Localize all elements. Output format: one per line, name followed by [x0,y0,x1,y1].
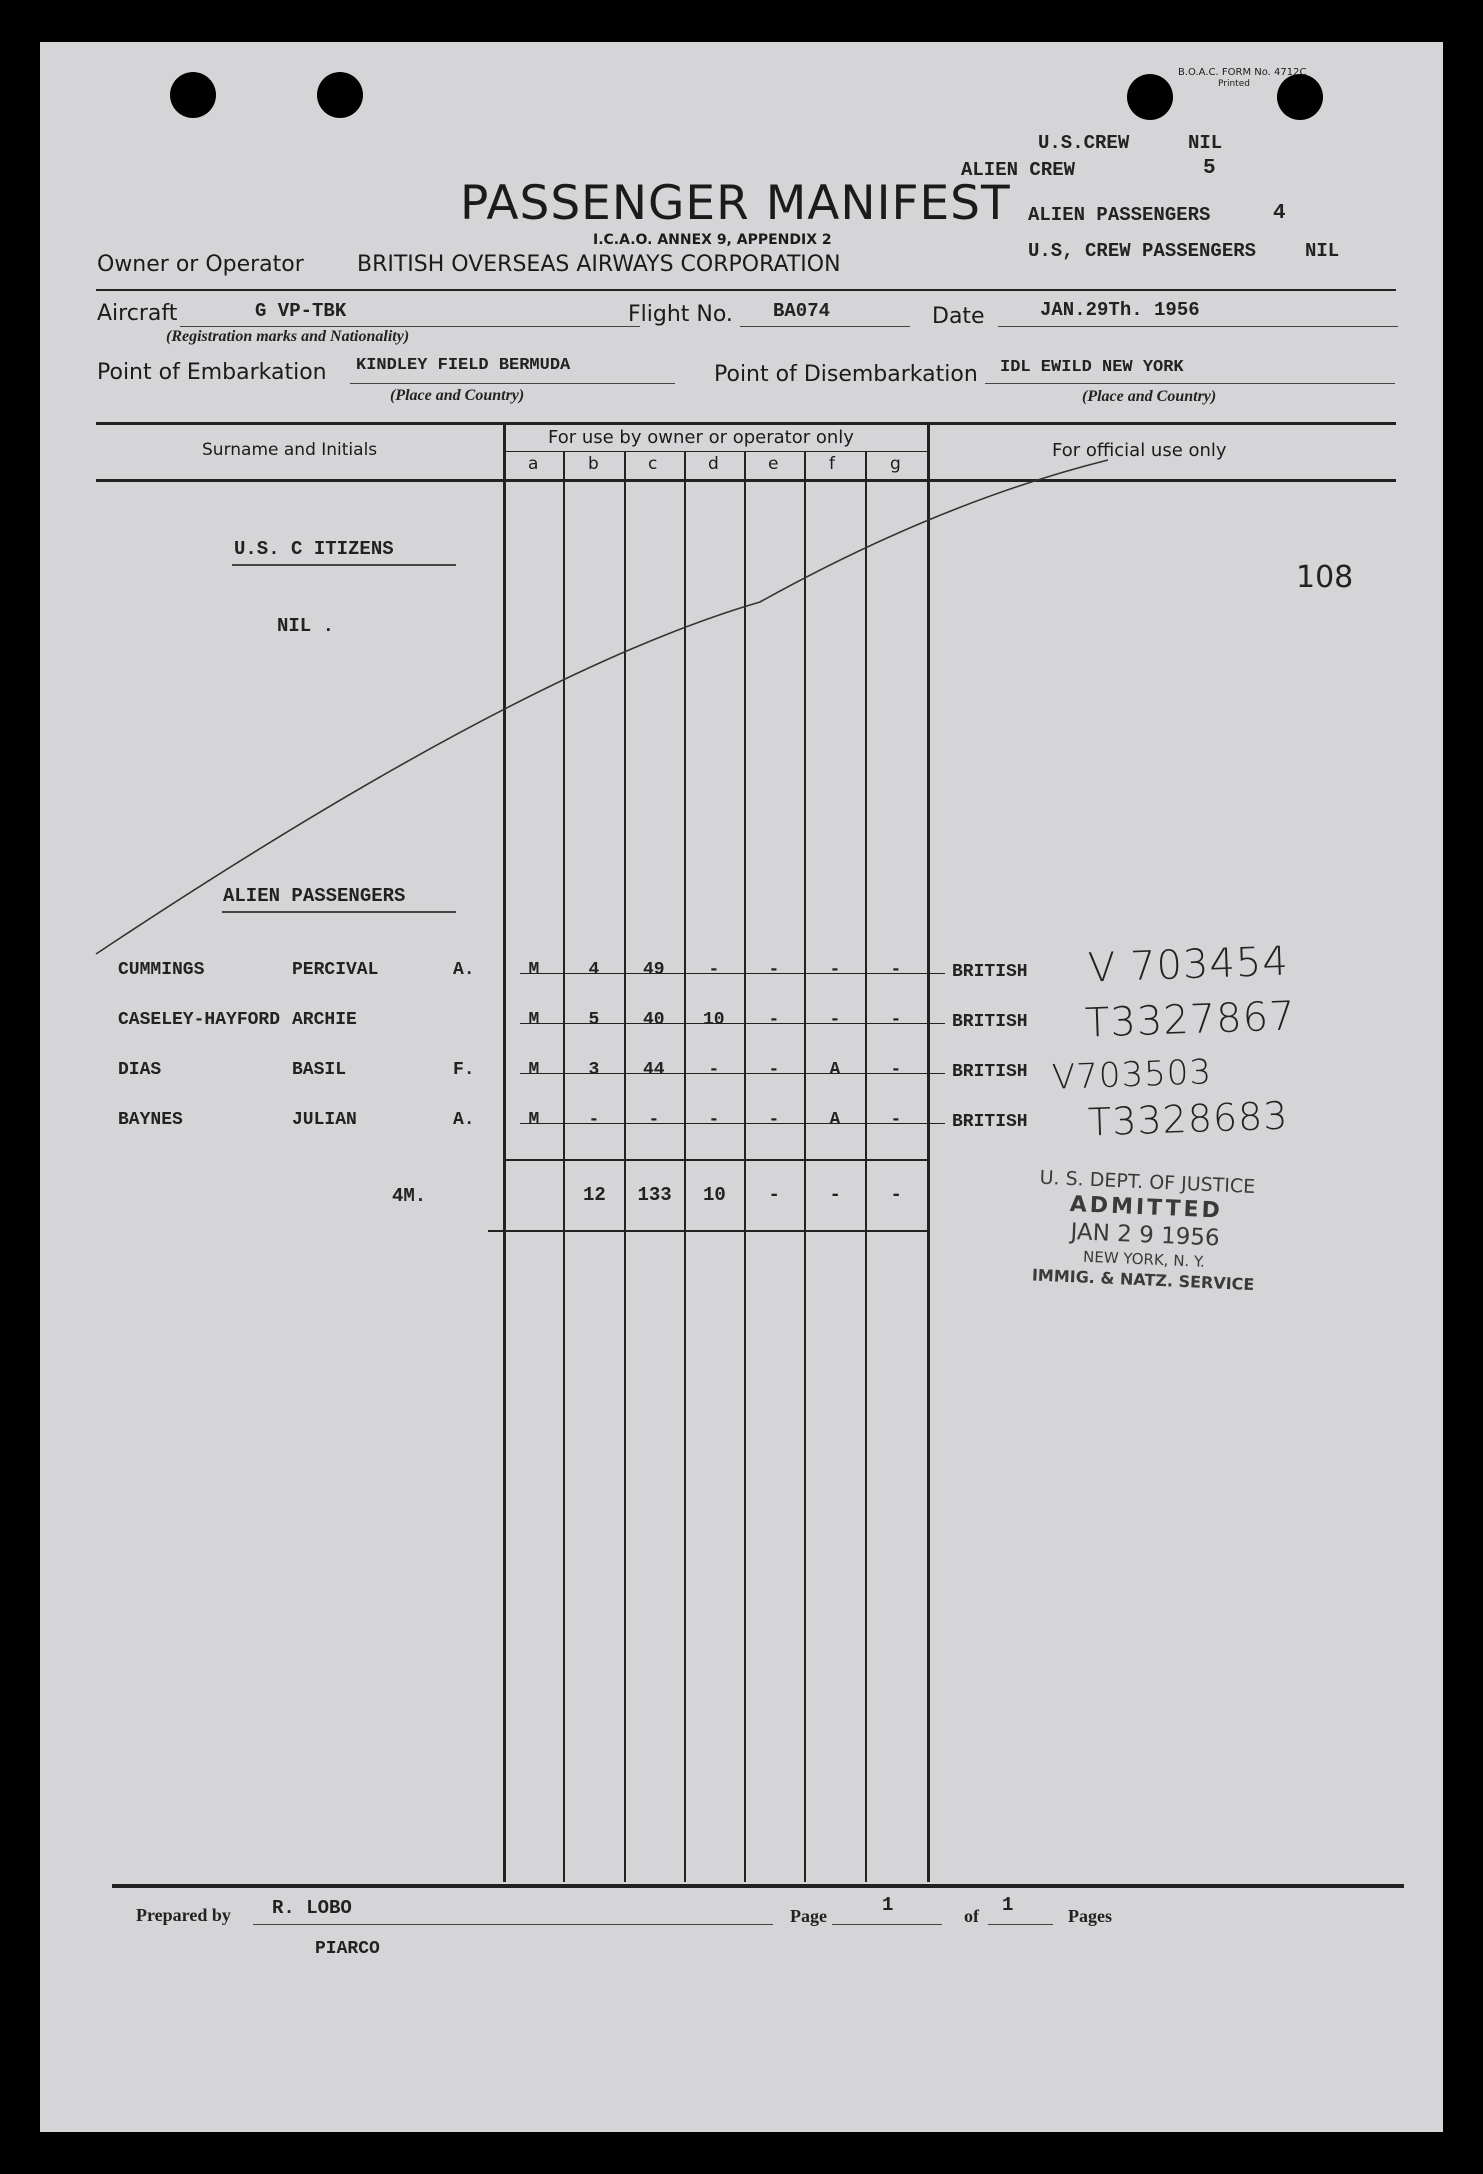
row-strike-line [520,973,945,974]
passenger-cell: 4 [588,960,600,980]
owner-value: BRITISH OVERSEAS AIRWAYS CORPORATION [357,252,841,277]
passenger-cell: M [528,1110,540,1130]
date-value: JAN.29Th. 1956 [1040,299,1200,321]
column-letter: f [829,454,835,474]
total-cell: 12 [583,1184,606,1206]
passenger-nationality: BRITISH [952,1012,1028,1032]
passenger-cell: M [528,1010,540,1030]
prepared-underline [253,1924,773,1925]
date-label: Date [932,304,985,329]
column-letter: c [648,454,658,474]
aircraft-value: G VP-TBK [255,300,347,322]
us-passengers-label: U.S, CREW PASSENGERS [1028,240,1257,262]
passenger-surname: DIAS [118,1060,162,1080]
total-cell: - [890,1184,902,1206]
passenger-nationality: BRITISH [952,962,1028,982]
passenger-cell: A [829,1060,841,1080]
passenger-cell: - [890,960,902,980]
alien-passengers-label: ALIEN PASSENGERS [1028,204,1211,226]
disembark-value: IDL EWILD NEW YORK [1000,358,1184,377]
passenger-initial: F. [453,1060,475,1080]
prepared-value: R. LOBO [272,1897,352,1919]
prepared-location: PIARCO [315,1939,380,1959]
alien-crew-label: ALIEN CREW [961,159,1076,181]
us-crew-label: U.S.CREW [1038,132,1130,154]
column-letter: e [768,454,779,474]
alien-crew-value: 5 [1203,157,1216,180]
of-underline [988,1924,1053,1925]
owner-use-header: For use by owner or operator only [548,427,854,448]
row-strike-line [520,1123,945,1124]
aircraft-label: Aircraft [97,301,178,326]
admission-stamp [998,1165,1293,1296]
us-citizens-heading: U.S. C ITIZENS [234,538,394,560]
total-cell: - [768,1184,780,1206]
passenger-nationality: BRITISH [952,1112,1028,1132]
passenger-cell: - [768,960,780,980]
passenger-cell: - [768,1060,780,1080]
passenger-cell: A [829,1110,841,1130]
page-underline [832,1924,942,1925]
passenger-cell: - [708,960,720,980]
prepared-label: Prepared by [136,1905,231,1925]
passenger-cell: - [708,1110,720,1130]
stamp-line-4: NEW YORK, N. Y. [1082,1247,1206,1271]
passenger-surname: CUMMINGS [118,960,205,980]
row-strike-line [520,1073,945,1074]
passenger-first-name: PERCIVAL [292,960,379,980]
column-letter: b [588,454,599,474]
passenger-nationality: BRITISH [952,1062,1028,1082]
passenger-cell: - [708,1060,720,1080]
passenger-initial: A. [453,960,475,980]
total-cell: - [829,1184,841,1206]
embark-label: Point of Embarkation [97,360,327,385]
alien-underline [222,911,456,913]
passenger-cell: 49 [643,960,665,980]
passenger-cell: - [890,1010,902,1030]
aircraft-note: (Registration marks and Nationality) [166,328,410,345]
passenger-official-number: V 703454 [1087,938,1290,992]
total-cell: 10 [703,1184,726,1206]
us-crew-value: NIL [1188,132,1223,154]
totals-top-rule [503,1159,929,1161]
of-label: of [964,1906,979,1926]
passenger-cell: - [829,1010,841,1030]
totals-bottom-rule [488,1230,929,1232]
passenger-cell: - [890,1110,902,1130]
column-letter: g [890,454,901,474]
official-header: For official use only [1052,440,1227,461]
of-value: 1 [1002,1894,1014,1916]
passenger-first-name: JULIAN [292,1110,357,1130]
footer-rule [112,1884,1404,1888]
passenger-cell: M [528,960,540,980]
printed-note: Printed [1218,79,1250,89]
us-passengers-value: NIL [1305,240,1340,262]
subtitle: I.C.A.O. ANNEX 9, APPENDIX 2 [593,232,832,248]
page-number: 108 [1296,560,1354,595]
passenger-official-number: T3327867 [1084,993,1297,1047]
pages-label: Pages [1068,1906,1112,1926]
passenger-first-name: BASIL [292,1060,347,1080]
page-value: 1 [882,1894,894,1916]
total-cell: 133 [637,1184,672,1206]
stamp-line-5: IMMIG. & NATZ. SERVICE [1031,1265,1255,1295]
passenger-surname: CASELEY-HAYFORD [118,1010,281,1030]
passenger-cell: 3 [588,1060,600,1080]
stamp-line-1: U. S. DEPT. OF JUSTICE [1039,1166,1256,1199]
surname-header: Surname and Initials [202,440,378,460]
passenger-cell: - [648,1110,660,1130]
passenger-cell: 44 [643,1060,665,1080]
passenger-surname: BAYNES [118,1110,183,1130]
passenger-cell: - [768,1010,780,1030]
passenger-initial: A. [453,1110,475,1130]
disembark-note: (Place and Country) [1082,388,1217,405]
passenger-first-name: ARCHIE [292,1010,357,1030]
passenger-cell: M [528,1060,540,1080]
us-nil: NIL . [277,615,335,637]
column-letter: d [708,454,719,474]
stamp-line-3: JAN 2 9 1956 [1070,1219,1221,1252]
passenger-cell: - [768,1110,780,1130]
passenger-cell: - [890,1060,902,1080]
flight-no-label: Flight No. [628,302,733,327]
row-strike-line [520,1023,945,1024]
page-title: PASSENGER MANIFEST [460,176,1011,231]
column-letter: a [528,454,539,474]
passenger-cell: 40 [643,1010,665,1030]
page-label: Page [790,1906,827,1926]
owner-label: Owner or Operator [97,252,304,277]
totals-label: 4M. [392,1185,427,1207]
passenger-cell: - [588,1110,600,1130]
flight-no-value: BA074 [773,300,831,322]
embark-value: KINDLEY FIELD BERMUDA [356,356,571,375]
passenger-cell: 10 [703,1010,725,1030]
alien-passengers-value: 4 [1273,202,1286,225]
stamp-line-2: ADMITTED [1069,1191,1224,1224]
embark-note: (Place and Country) [390,387,525,404]
passenger-official-number: V703503 [1051,1052,1213,1098]
passenger-official-number: T3328683 [1087,1093,1290,1145]
passenger-cell: - [829,960,841,980]
disembark-label: Point of Disembarkation [714,362,978,387]
manifest-page [40,42,1443,2132]
passenger-cell: 5 [588,1010,600,1030]
alien-heading: ALIEN PASSENGERS [223,885,406,907]
form-code: B.O.A.C. FORM No. 4712C [1178,67,1307,78]
